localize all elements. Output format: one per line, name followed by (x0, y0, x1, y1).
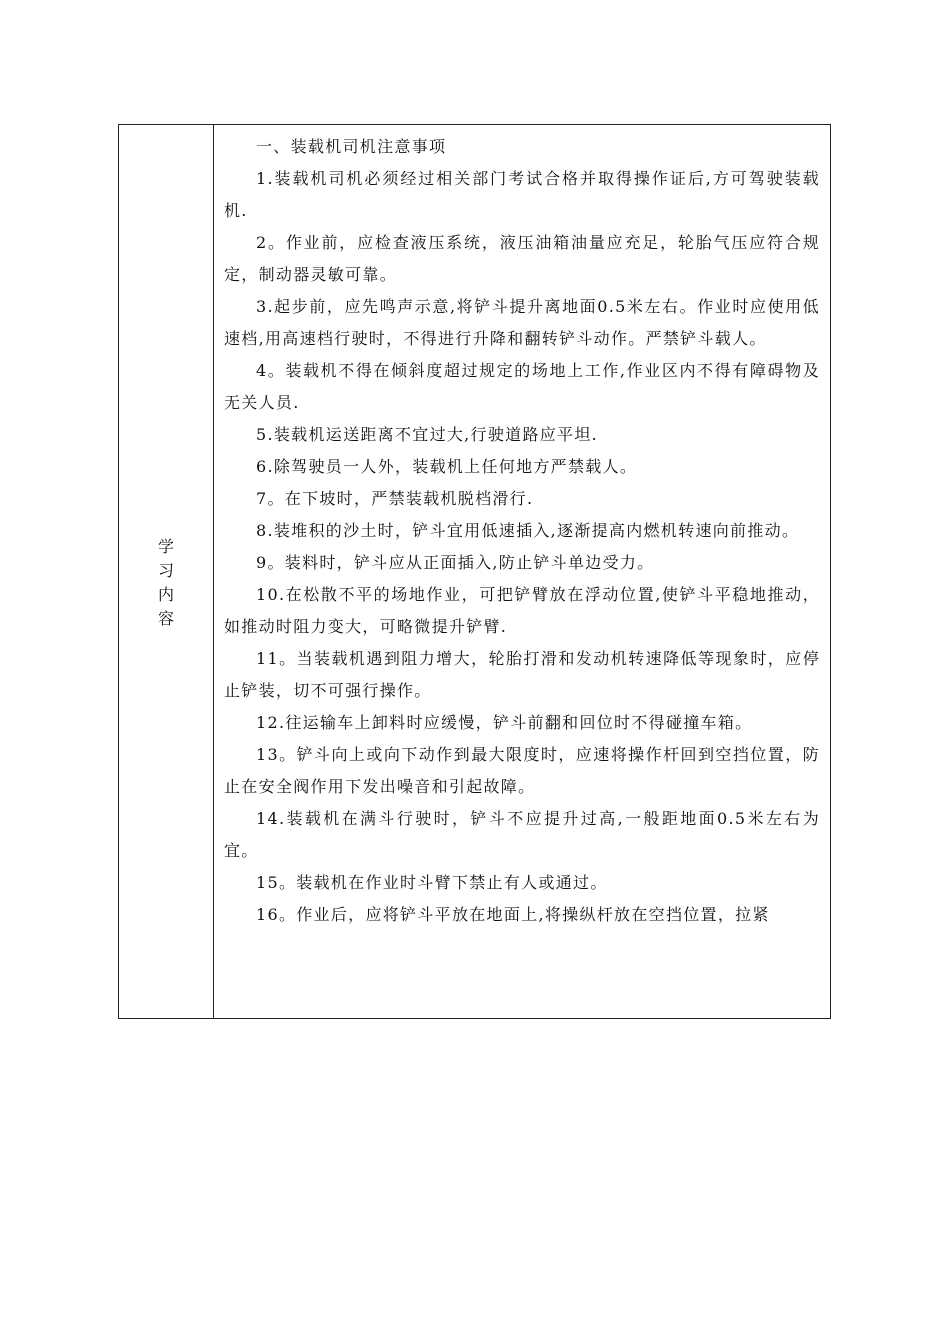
rule-item: 1.装载机司机必须经过相关部门考试合格并取得操作证后,方可驾驶装载机. (224, 169, 820, 220)
section-heading: 一、装载机司机注意事项 (256, 137, 447, 156)
rule-item: 5.装载机运送距离不宜过大,行驶道路应平坦. (256, 425, 599, 444)
section-label (157, 535, 175, 631)
section-label-cell (119, 125, 214, 1018)
rule-item: 11。当装载机遇到阻力增大，轮胎打滑和发动机转速降低等现象时，应停止铲装，切不可强行操作。 (224, 649, 820, 700)
rule-item: 8.装堆积的沙土时，铲斗宜用低速插入,逐渐提高内燃机转速向前推动。 (256, 521, 800, 540)
rule-item: 12.往运输车上卸料时应缓慢，铲斗前翻和回位时不得碰撞车箱。 (256, 713, 753, 732)
rule-item: 6.除驾驶员一人外，装载机上任何地方严禁载人。 (256, 457, 638, 476)
study-content-cell (214, 125, 830, 1018)
label-char: 学 (157, 536, 174, 556)
rule-item: 13。铲斗向上或向下动作到最大限度时，应速将操作杆回到空挡位置，防止在安全阀作用下发出噪音和引起故障。 (224, 745, 820, 796)
rule-item: 7。在下坡时，严禁装载机脱档滑行. (256, 489, 534, 508)
label-char: 习 (157, 560, 174, 580)
rule-item: 15。装载机在作业时斗臂下禁止有人或通过。 (256, 873, 608, 892)
rule-item: 14.装载机在满斗行驶时，铲斗不应提升过高,一般距地面0.5米左右为宜。 (224, 809, 820, 860)
rule-item: 10.在松散不平的场地作业，可把铲臂放在浮动位置,使铲斗平稳地推动，如推动时阻力变大，可略微提升铲臂. (224, 585, 820, 636)
rule-item: 3.起步前，应先鸣声示意,将铲斗提升离地面0.5米左右。作业时应使用低速档,用高速档行驶时，不得进行升降和翻转铲斗动作。严禁铲斗载人。 (224, 297, 820, 348)
rule-item: 9。装料时，铲斗应从正面插入,防止铲斗单边受力。 (256, 553, 655, 572)
label-char: 容 (157, 608, 174, 628)
rule-item: 2。作业前，应检查液压系统，液压油箱油量应充足，轮胎气压应符合规定，制动器灵敏可靠。 (224, 233, 820, 284)
rule-item: 4。装载机不得在倾斜度超过规定的场地上工作,作业区内不得有障碍物及无关人员. (224, 361, 820, 412)
content-table (118, 124, 831, 1019)
rule-item: 16。作业后，应将铲斗平放在地面上,将操纵杆放在空挡位置，拉紧 (256, 905, 770, 924)
label-char: 内 (157, 584, 174, 604)
